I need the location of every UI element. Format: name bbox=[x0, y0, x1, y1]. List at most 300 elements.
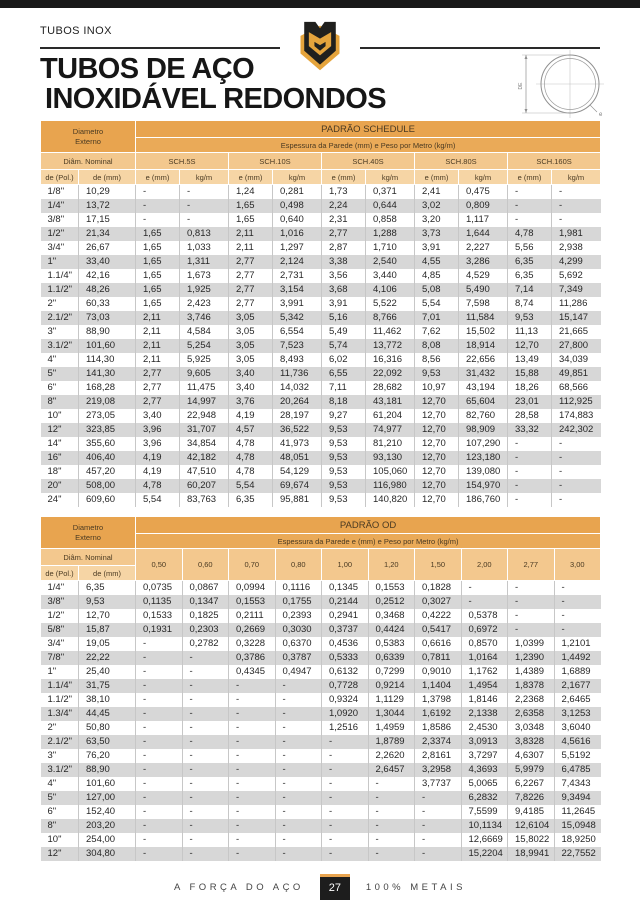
table-cell: 73,03 bbox=[79, 311, 136, 325]
table-cell: 5,522 bbox=[366, 297, 415, 311]
table-cell: 22,7552 bbox=[554, 847, 601, 861]
table-cell: 5,254 bbox=[180, 339, 229, 353]
thickness-col-header: 1,00 bbox=[322, 549, 369, 581]
page-number: 27 bbox=[320, 874, 350, 900]
thickness-col-header: 2,77 bbox=[508, 549, 555, 581]
table-cell: - bbox=[415, 805, 462, 819]
table-cell: - bbox=[182, 749, 229, 763]
table-row bbox=[41, 185, 601, 200]
table-row bbox=[41, 255, 601, 269]
table-cell: 2,11 bbox=[136, 311, 180, 325]
table-row bbox=[41, 581, 601, 596]
table-cell: - bbox=[554, 609, 601, 623]
table-cell: - bbox=[508, 199, 552, 213]
table-cell: 1,644 bbox=[459, 227, 508, 241]
table-cell: 15,147 bbox=[552, 311, 601, 325]
table-cell: 16,316 bbox=[366, 353, 415, 367]
table-cell: 11,13 bbox=[508, 325, 552, 339]
table-cell: 2,2620 bbox=[368, 749, 415, 763]
masthead bbox=[40, 8, 603, 120]
table-cell: - bbox=[136, 777, 183, 791]
table-cell: 0,1135 bbox=[136, 595, 183, 609]
table-cell: 7,598 bbox=[459, 297, 508, 311]
table-cell: 9,53 bbox=[322, 479, 366, 493]
table-cell: 0,640 bbox=[273, 213, 322, 227]
table-cell: 0,5378 bbox=[461, 609, 508, 623]
table-cell: 43,194 bbox=[459, 381, 508, 395]
table-cell: 12,70 bbox=[415, 409, 459, 423]
table-cell: 508,00 bbox=[79, 479, 136, 493]
table-cell: 18,914 bbox=[459, 339, 508, 353]
table-cell: 20" bbox=[47, 480, 62, 491]
table-cell: 0,3027 bbox=[415, 595, 462, 609]
table-cell: 3,40 bbox=[136, 409, 180, 423]
table-cell: 1,4959 bbox=[368, 721, 415, 735]
table-cell: 7,62 bbox=[415, 325, 459, 339]
corner-header bbox=[41, 517, 136, 549]
table-row bbox=[41, 819, 601, 833]
diameter-label: DE bbox=[518, 82, 524, 90]
table-cell: 2,31 bbox=[322, 213, 366, 227]
table-cell: 3,96 bbox=[136, 423, 180, 437]
unit-col-header: kg/m bbox=[366, 170, 415, 185]
table-cell: 5,54 bbox=[229, 479, 273, 493]
table-cell: 1,4492 bbox=[554, 651, 601, 665]
table-row bbox=[41, 283, 601, 297]
table-cell: 107,290 bbox=[459, 437, 508, 451]
unit-col-header: e (mm) bbox=[322, 170, 366, 185]
table-cell: 11,584 bbox=[459, 311, 508, 325]
table-cell: 48,051 bbox=[273, 451, 322, 465]
table-row bbox=[41, 833, 601, 847]
table-row bbox=[41, 465, 601, 479]
table-cell: 1,65 bbox=[136, 269, 180, 283]
table-cell: 2,77 bbox=[229, 255, 273, 269]
table-cell: 10" bbox=[47, 410, 62, 421]
table-cell: 88,90 bbox=[79, 763, 136, 777]
table-cell: 3,96 bbox=[136, 437, 180, 451]
table-cell: 19,05 bbox=[79, 637, 136, 651]
tube-cross-section-diagram bbox=[514, 46, 606, 120]
table-cell: - bbox=[182, 819, 229, 833]
table-cell: - bbox=[508, 623, 555, 637]
table-cell: - bbox=[508, 609, 555, 623]
table-cell: 18,9941 bbox=[508, 847, 555, 861]
table-cell: 18,9250 bbox=[554, 833, 601, 847]
table-row bbox=[41, 241, 601, 255]
table-cell: 3,20 bbox=[415, 213, 459, 227]
table-cell: 3,154 bbox=[273, 283, 322, 297]
table-cell: 0,2782 bbox=[182, 637, 229, 651]
table-cell: 1,4954 bbox=[461, 679, 508, 693]
table-cell: - bbox=[415, 819, 462, 833]
table-cell: 3/4" bbox=[47, 638, 65, 649]
table-cell: 1/4" bbox=[47, 200, 65, 211]
table-cell: 3,02 bbox=[415, 199, 459, 213]
table-cell: 4,5616 bbox=[554, 735, 601, 749]
schedule-table-head bbox=[41, 121, 601, 185]
table-cell: 8,18 bbox=[322, 395, 366, 409]
table-cell: - bbox=[136, 665, 183, 679]
table-cell: 2,11 bbox=[136, 339, 180, 353]
table-cell: 2,87 bbox=[322, 241, 366, 255]
table-cell: 3,05 bbox=[229, 353, 273, 367]
table-cell: 4,78 bbox=[508, 227, 552, 241]
table-cell: - bbox=[136, 763, 183, 777]
table-cell: - bbox=[415, 791, 462, 805]
table-cell: 12,70 bbox=[508, 339, 552, 353]
col-header-pol: de (Pol.) bbox=[41, 170, 79, 185]
table-cell: 9,53 bbox=[322, 437, 366, 451]
table-cell: 1.3/4" bbox=[47, 708, 73, 719]
table-cell: 60,207 bbox=[180, 479, 229, 493]
table-cell: 3" bbox=[47, 326, 57, 337]
table-cell: 2,1338 bbox=[461, 707, 508, 721]
table-cell: 6,35 bbox=[508, 269, 552, 283]
table-cell: 3,68 bbox=[322, 283, 366, 297]
table-cell: 12,70 bbox=[415, 395, 459, 409]
unit-col-header: e (mm) bbox=[508, 170, 552, 185]
table-cell: 14,032 bbox=[273, 381, 322, 395]
table-cell: - bbox=[182, 665, 229, 679]
table-cell: 5" bbox=[47, 792, 57, 803]
table-cell: - bbox=[508, 451, 552, 465]
table-cell: 127,00 bbox=[79, 791, 136, 805]
thickness-col-header: 1,20 bbox=[368, 549, 415, 581]
table-cell: - bbox=[275, 707, 322, 721]
table-cell: 457,20 bbox=[79, 465, 136, 479]
table-cell: 0,1755 bbox=[275, 595, 322, 609]
table-cell: - bbox=[182, 791, 229, 805]
table-row bbox=[41, 651, 601, 665]
table-cell: 0,2941 bbox=[322, 609, 369, 623]
table-row bbox=[41, 451, 601, 465]
table-cell: 0,475 bbox=[459, 185, 508, 200]
table-cell: 186,760 bbox=[459, 493, 508, 507]
table-cell: 2,11 bbox=[136, 325, 180, 339]
table-cell: 2,8161 bbox=[415, 749, 462, 763]
schedule-table-subtitle: Espessura da Parede (mm) e Peso por Metro (kg/m) bbox=[136, 138, 601, 153]
table-cell: 1,6889 bbox=[554, 665, 601, 679]
table-cell: 1/2" bbox=[47, 610, 65, 621]
table-cell: 27,800 bbox=[552, 339, 601, 353]
table-cell: - bbox=[508, 595, 555, 609]
table-cell: 2,227 bbox=[459, 241, 508, 255]
unit-col-header: kg/m bbox=[180, 170, 229, 185]
table-cell: 14,997 bbox=[180, 395, 229, 409]
table-cell: 8" bbox=[47, 396, 57, 407]
table-cell: - bbox=[552, 465, 601, 479]
table-cell: 609,60 bbox=[79, 493, 136, 507]
table-cell: 2" bbox=[47, 722, 57, 733]
table-cell: 7,4343 bbox=[554, 777, 601, 791]
table-row bbox=[41, 269, 601, 283]
table-cell: 6" bbox=[47, 806, 57, 817]
table-cell: 5,692 bbox=[552, 269, 601, 283]
table-cell: 4,85 bbox=[415, 269, 459, 283]
table-cell: - bbox=[136, 185, 180, 200]
table-cell: 0,4536 bbox=[322, 637, 369, 651]
table-cell: - bbox=[182, 805, 229, 819]
table-cell: 3/8" bbox=[47, 596, 65, 607]
table-cell: - bbox=[275, 693, 322, 707]
table-cell: - bbox=[229, 833, 276, 847]
sch-group-header: SCH.40S bbox=[322, 153, 415, 170]
table-cell: 4,106 bbox=[366, 283, 415, 297]
table-cell: 69,674 bbox=[273, 479, 322, 493]
table-cell: 5,342 bbox=[273, 311, 322, 325]
table-cell: 2,11 bbox=[229, 241, 273, 255]
table-cell: 5/8" bbox=[47, 624, 65, 635]
table-cell: 1,117 bbox=[459, 213, 508, 227]
table-cell: 4,529 bbox=[459, 269, 508, 283]
table-cell: - bbox=[182, 735, 229, 749]
table-cell: 49,851 bbox=[552, 367, 601, 381]
table-cell: 20,264 bbox=[273, 395, 322, 409]
table-cell: 7,8226 bbox=[508, 791, 555, 805]
table-cell: 6,35 bbox=[229, 493, 273, 507]
table-cell: 11,462 bbox=[366, 325, 415, 339]
od-table-title: PADRÃO OD bbox=[136, 517, 601, 534]
table-cell: - bbox=[229, 721, 276, 735]
table-cell: - bbox=[554, 595, 601, 609]
table-cell: 3,991 bbox=[273, 297, 322, 311]
table-cell: 4" bbox=[47, 354, 57, 365]
page-title-line1: TUBOS DE AÇO bbox=[40, 53, 255, 85]
table-cell: 18,26 bbox=[508, 381, 552, 395]
table-cell: 116,980 bbox=[366, 479, 415, 493]
table-cell: - bbox=[136, 637, 183, 651]
sch-group-header: SCH.10S bbox=[229, 153, 322, 170]
table-cell: 50,80 bbox=[79, 721, 136, 735]
section-eyebrow: TUBOS INOX bbox=[40, 25, 112, 37]
table-cell: - bbox=[182, 833, 229, 847]
table-cell: - bbox=[322, 833, 369, 847]
table-cell: - bbox=[229, 805, 276, 819]
table-cell: 0,3786 bbox=[229, 651, 276, 665]
table-cell: - bbox=[275, 847, 322, 861]
table-cell: - bbox=[229, 693, 276, 707]
table-cell: 1,3798 bbox=[415, 693, 462, 707]
table-cell: 31,75 bbox=[79, 679, 136, 693]
table-row bbox=[41, 213, 601, 227]
table-row bbox=[41, 227, 601, 241]
table-cell: 0,858 bbox=[366, 213, 415, 227]
table-cell: - bbox=[136, 805, 183, 819]
table-cell: 0,7299 bbox=[368, 665, 415, 679]
table-cell: 1,710 bbox=[366, 241, 415, 255]
table-cell: 2.1/2" bbox=[47, 312, 73, 323]
table-cell: 82,760 bbox=[459, 409, 508, 423]
table-cell: 3,56 bbox=[322, 269, 366, 283]
table-cell: 1,65 bbox=[229, 199, 273, 213]
tube-diagram-icon bbox=[514, 46, 606, 120]
table-cell: - bbox=[552, 451, 601, 465]
table-cell: - bbox=[182, 777, 229, 791]
table-cell: 0,1828 bbox=[415, 581, 462, 596]
table-cell: 0,1345 bbox=[322, 581, 369, 596]
table-cell: 3,746 bbox=[180, 311, 229, 325]
table-cell: 21,34 bbox=[79, 227, 136, 241]
unit-col-header: e (mm) bbox=[136, 170, 180, 185]
table-cell: 28,682 bbox=[366, 381, 415, 395]
od-table bbox=[40, 516, 601, 861]
table-cell: 9,3494 bbox=[554, 791, 601, 805]
table-cell: 22,22 bbox=[79, 651, 136, 665]
table-cell: 273,05 bbox=[79, 409, 136, 423]
table-cell: 8,766 bbox=[366, 311, 415, 325]
table-cell: - bbox=[508, 213, 552, 227]
table-cell: 13,72 bbox=[79, 199, 136, 213]
table-cell: 1,8789 bbox=[368, 735, 415, 749]
table-cell: 6,55 bbox=[322, 367, 366, 381]
table-cell: 6,554 bbox=[273, 325, 322, 339]
unit-col-header: e (mm) bbox=[229, 170, 273, 185]
table-row bbox=[41, 693, 601, 707]
table-cell: 1,981 bbox=[552, 227, 601, 241]
table-cell: 1,673 bbox=[180, 269, 229, 283]
table-cell: - bbox=[322, 847, 369, 861]
table-cell: 10" bbox=[47, 834, 62, 845]
table-cell: 18" bbox=[47, 466, 62, 477]
table-cell: 15,502 bbox=[459, 325, 508, 339]
table-cell: 242,302 bbox=[552, 423, 601, 437]
thickness-col-header: 0,80 bbox=[275, 549, 322, 581]
table-cell: 0,6339 bbox=[368, 651, 415, 665]
page-title-line2: INOXIDÁVEL REDONDOS bbox=[45, 83, 386, 116]
table-cell: 33,40 bbox=[79, 255, 136, 269]
table-cell: 4,3693 bbox=[461, 763, 508, 777]
table-cell: 0,371 bbox=[366, 185, 415, 200]
table-cell: - bbox=[508, 437, 552, 451]
table-cell: - bbox=[275, 749, 322, 763]
table-cell: 9,53 bbox=[415, 367, 459, 381]
table-cell: - bbox=[136, 791, 183, 805]
table-cell: 9,53 bbox=[322, 465, 366, 479]
table-cell: 3,6040 bbox=[554, 721, 601, 735]
od-table-body bbox=[41, 581, 601, 862]
table-cell: 5,08 bbox=[415, 283, 459, 297]
table-cell: 4,78 bbox=[229, 437, 273, 451]
table-cell: 1,4389 bbox=[508, 665, 555, 679]
table-cell: 22,948 bbox=[180, 409, 229, 423]
table-cell: 4,299 bbox=[552, 255, 601, 269]
table-cell: 2,1677 bbox=[554, 679, 601, 693]
table-cell: 4,78 bbox=[229, 465, 273, 479]
sch-group-header: SCH.80S bbox=[415, 153, 508, 170]
table-cell: - bbox=[322, 763, 369, 777]
table-row bbox=[41, 777, 601, 791]
table-cell: 1,6192 bbox=[415, 707, 462, 721]
table-cell: 5,925 bbox=[180, 353, 229, 367]
table-cell: 0,1825 bbox=[182, 609, 229, 623]
thickness-col-header: 1,50 bbox=[415, 549, 462, 581]
table-cell: - bbox=[275, 819, 322, 833]
table-cell: 0,809 bbox=[459, 199, 508, 213]
table-cell: 174,883 bbox=[552, 409, 601, 423]
table-cell: 152,40 bbox=[79, 805, 136, 819]
table-cell: 2,6358 bbox=[508, 707, 555, 721]
table-cell: 6,2267 bbox=[508, 777, 555, 791]
table-cell: 2,124 bbox=[273, 255, 322, 269]
table-cell: - bbox=[368, 791, 415, 805]
table-cell: 0,498 bbox=[273, 199, 322, 213]
table-cell: 1,8586 bbox=[415, 721, 462, 735]
table-cell: 154,970 bbox=[459, 479, 508, 493]
table-cell: - bbox=[229, 735, 276, 749]
table-cell: 2,6465 bbox=[554, 693, 601, 707]
table-cell: 98,909 bbox=[459, 423, 508, 437]
table-cell: 8,493 bbox=[273, 353, 322, 367]
thickness-label: e bbox=[599, 112, 603, 118]
table-cell: 0,1931 bbox=[136, 623, 183, 637]
table-row bbox=[41, 339, 601, 353]
table-cell: 7,349 bbox=[552, 283, 601, 297]
table-cell: - bbox=[368, 833, 415, 847]
table-cell: 4,584 bbox=[180, 325, 229, 339]
table-cell: 10,1134 bbox=[461, 819, 508, 833]
table-cell: 3,05 bbox=[229, 311, 273, 325]
table-cell: 5,54 bbox=[136, 493, 180, 507]
table-cell: - bbox=[275, 735, 322, 749]
table-cell: - bbox=[136, 651, 183, 665]
table-cell: 1,0920 bbox=[322, 707, 369, 721]
thickness-col-header: 0,70 bbox=[229, 549, 276, 581]
table-cell: 1,3044 bbox=[368, 707, 415, 721]
table-cell: 1,65 bbox=[229, 213, 273, 227]
table-cell: 34,854 bbox=[180, 437, 229, 451]
table-cell: 42,182 bbox=[180, 451, 229, 465]
table-cell: 4,57 bbox=[229, 423, 273, 437]
table-cell: - bbox=[180, 199, 229, 213]
table-cell: - bbox=[275, 805, 322, 819]
table-cell: - bbox=[182, 679, 229, 693]
table-cell: 9,4185 bbox=[508, 805, 555, 819]
table-row bbox=[41, 707, 601, 721]
table-cell: 12,70 bbox=[415, 465, 459, 479]
table-row bbox=[41, 595, 601, 609]
table-cell: 1,8378 bbox=[508, 679, 555, 693]
table-row bbox=[41, 735, 601, 749]
thickness-col-header: 3,00 bbox=[554, 549, 601, 581]
table-cell: 8" bbox=[47, 820, 57, 831]
unit-col-header: kg/m bbox=[552, 170, 601, 185]
table-cell: 101,60 bbox=[79, 777, 136, 791]
table-cell: 1,016 bbox=[273, 227, 322, 241]
table-cell: 15,0948 bbox=[554, 819, 601, 833]
table-cell: 5,16 bbox=[322, 311, 366, 325]
od-table-subtitle: Espessura da Parede e (mm) e Peso por Metro (kg/m) bbox=[136, 534, 601, 549]
table-cell: 1,2390 bbox=[508, 651, 555, 665]
table-cell: 0,1116 bbox=[275, 581, 322, 596]
table-cell: 140,820 bbox=[366, 493, 415, 507]
table-cell: 17,15 bbox=[79, 213, 136, 227]
table-cell: 15,2204 bbox=[461, 847, 508, 861]
table-cell: 3/4" bbox=[47, 242, 65, 253]
table-cell: - bbox=[229, 763, 276, 777]
table-cell: 81,210 bbox=[366, 437, 415, 451]
table-cell: - bbox=[508, 465, 552, 479]
table-cell: 1" bbox=[47, 666, 57, 677]
footer-right-text: 100% METAIS bbox=[365, 881, 466, 893]
table-cell: 9,605 bbox=[180, 367, 229, 381]
thickness-col-header: 2,00 bbox=[461, 549, 508, 581]
table-cell: - bbox=[275, 833, 322, 847]
table-cell: 2,77 bbox=[229, 297, 273, 311]
table-cell: 5" bbox=[47, 368, 57, 379]
table-cell: 2,77 bbox=[229, 269, 273, 283]
table-cell: 1,65 bbox=[136, 255, 180, 269]
